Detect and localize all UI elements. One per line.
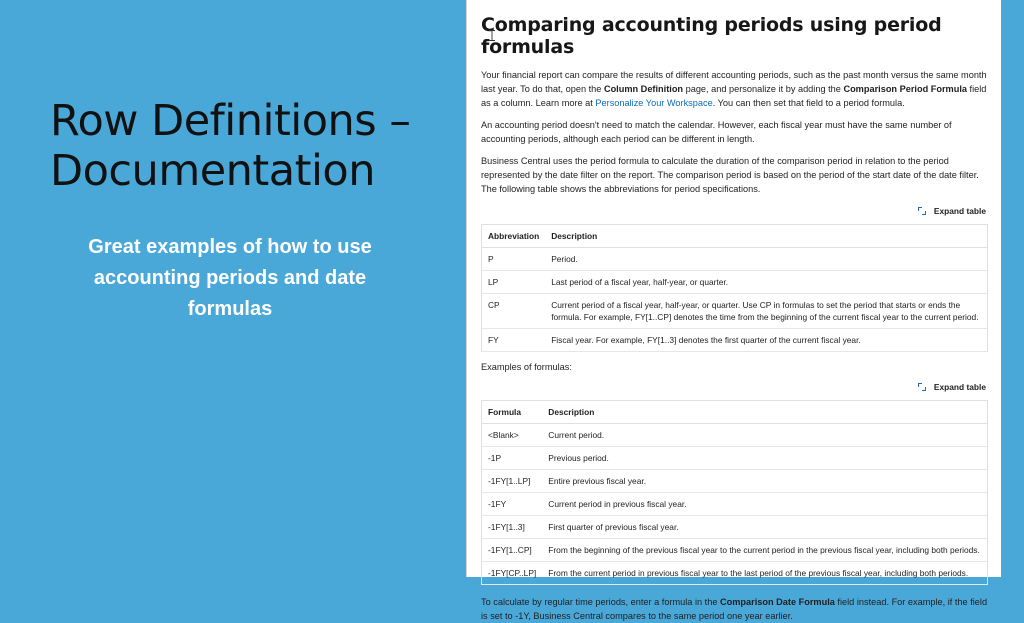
table-header-row [482, 401, 988, 424]
table-row [482, 329, 988, 352]
table-cell: Entire previous fiscal year. [542, 470, 987, 493]
formula-examples-table [481, 400, 988, 585]
table-cell: CP [482, 294, 546, 329]
text-segment: page, and personalize it by adding the [683, 84, 844, 94]
text-segment: To calculate by regular time periods, enter a formula in the [481, 597, 720, 607]
bold-term: Comparison Date Formula [720, 597, 835, 607]
table-cell: -1FY [482, 493, 543, 516]
column-header: Abbreviation [482, 225, 546, 248]
text-cursor-icon [489, 30, 495, 41]
expand-table-button-2[interactable] [481, 382, 986, 392]
table-cell: Current period of a fiscal year, half-year, or quarter. Use CP in formulas to set the period that starts or ends the formula. For example, FY[1..CP] denotes the time from the beginning of the current fiscal year to the current period. [545, 294, 987, 329]
table-cell: FY [482, 329, 546, 352]
doc-paragraph-formula: Business Central uses the period formula to calculate the duration of the comparison period in relation to the period represented by the date filter on the report. The comparison period is based on the period of the start date of the date filter. The following table shows the abbreviations for period specifications. [481, 156, 979, 194]
examples-label: Examples of formulas: [481, 362, 572, 372]
table-row [482, 447, 988, 470]
table-cell: From the beginning of the previous fiscal year to the current period in the previous fiscal year, including both periods. [542, 539, 987, 562]
table-cell: -1FY[CP..LP] [482, 562, 543, 585]
table-cell: First quarter of previous fiscal year. [542, 516, 987, 539]
expand-label: Expand table [933, 382, 986, 392]
table-cell: <Blank> [482, 424, 543, 447]
expand-label: Expand table [933, 206, 986, 216]
expand-icon [918, 383, 926, 391]
text-segment: field instead. For example, if the field is set to -1Y, Business Central compares to the same period one year earlier. [481, 597, 988, 621]
text-segment: Your financial report can compare the results of different accounting periods, such as the past month versus the same month last year. To do that, open the [481, 70, 987, 94]
column-header: Description [545, 225, 987, 248]
table-row [482, 424, 988, 447]
table-cell: -1P [482, 447, 543, 470]
expand-table-button-1[interactable] [481, 206, 986, 216]
table-row [482, 493, 988, 516]
doc-paragraph-periods: An accounting period doesn't need to match the calendar. However, each fiscal year must have the same number of accounting periods, although each period can be different in length. [481, 120, 952, 144]
table-row [482, 539, 988, 562]
table-row [482, 516, 988, 539]
table-cell: P [482, 248, 546, 271]
abbreviation-table [481, 224, 988, 352]
column-header: Description [542, 401, 987, 424]
bold-term: Column Definition [603, 84, 684, 94]
table-row [482, 271, 988, 294]
table-cell: Last period of a fiscal year, half-year, or quarter. [545, 271, 987, 294]
doc-paragraph-intro [481, 68, 988, 110]
table-row [482, 248, 988, 271]
table-cell: -1FY[1..CP] [482, 539, 543, 562]
table-row [482, 470, 988, 493]
text-segment: field as a column. Learn more at [481, 84, 987, 108]
doc-paragraph-date-formula [481, 595, 988, 623]
personalize-link[interactable]: Personalize Your Workspace [595, 98, 713, 108]
table-cell: -1FY[1..LP] [482, 470, 543, 493]
doc-title: Comparing accounting periods using period formulas [481, 14, 942, 58]
text-segment: . You can then set that field to a period formula. [712, 98, 905, 108]
bold-term: Comparison Period Formula [843, 84, 967, 94]
table-row [482, 294, 988, 329]
table-cell: LP [482, 271, 546, 294]
table-cell: -1FY[1..3] [482, 516, 543, 539]
table-cell: Previous period. [542, 447, 987, 470]
expand-icon [918, 207, 926, 215]
slide-subtitle: Great examples of how to use accounting periods and date formulas [88, 236, 372, 320]
table-row [482, 562, 988, 585]
slide-title: Row Definitions – Documentation [50, 96, 411, 196]
table-cell: Current period in previous fiscal year. [542, 493, 987, 516]
table-header-row [482, 225, 988, 248]
column-header: Formula [482, 401, 543, 424]
table-cell: Fiscal year. For example, FY[1..3] denotes the first quarter of the current fiscal year. [545, 329, 987, 352]
documentation-screenshot [466, 0, 1001, 621]
table-cell: From the current period in previous fiscal year to the last period of the previous fiscal year, including both periods. [542, 562, 987, 585]
table-cell: Current period. [542, 424, 987, 447]
table-cell: Period. [545, 248, 987, 271]
